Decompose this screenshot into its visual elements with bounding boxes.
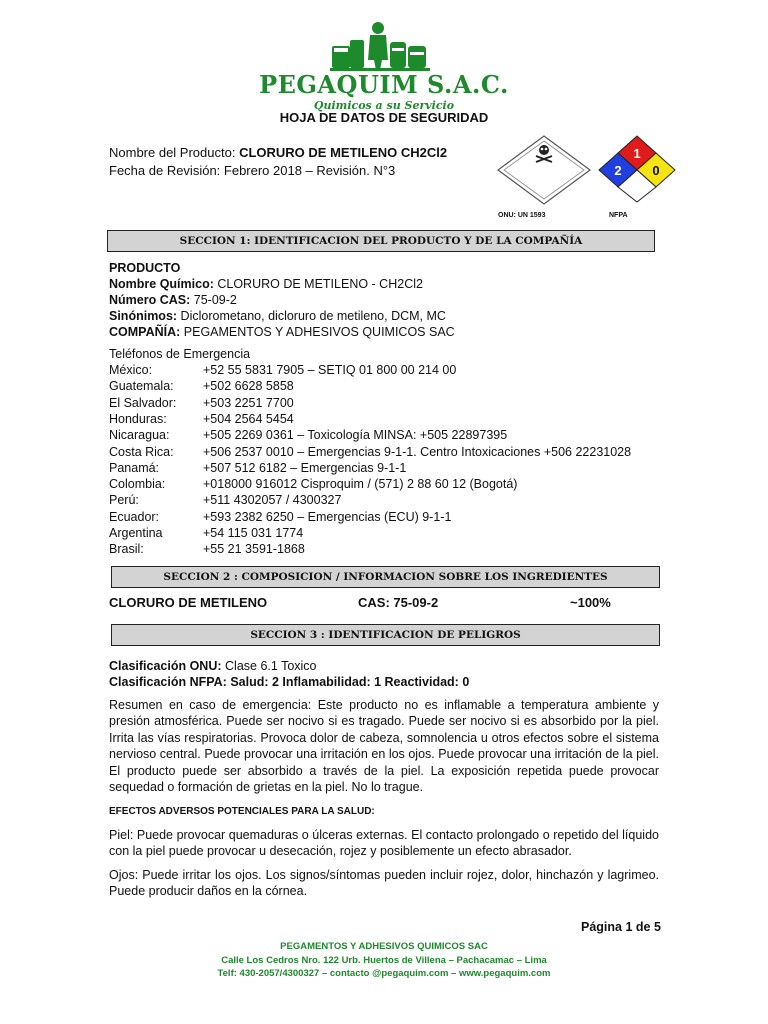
cas-label: Número CAS: bbox=[109, 293, 191, 307]
phone-number: +505 2269 0361 – Toxicología MINSA: +505 22897395 bbox=[203, 428, 508, 443]
company-line bbox=[109, 324, 455, 340]
adverse-effects-heading: EFECTOS ADVERSOS POTENCIALES PARA LA SALUD: bbox=[109, 806, 375, 817]
phone-number: +52 55 5831 7905 – SETIQ 01 800 00 214 00 bbox=[203, 363, 457, 377]
phones-heading: Teléfonos de Emergencia bbox=[109, 347, 251, 361]
onu-class-value: Clase 6.1 Toxico bbox=[225, 659, 317, 673]
footer-contact: Telf: 430-2057/4300327 – contacto @pegaquim.com – www.pegaquim.com bbox=[217, 968, 551, 979]
phone-number: +504 2564 5454 bbox=[203, 411, 294, 426]
ingredient-percent: ~100% bbox=[570, 595, 611, 610]
emergency-summary: Resumen en caso de emergencia: Este producto no es inflamable a temperatura ambiente y presión atmosférica. Puede ser nocivo si es tragado. Puede ser nocivo si es absorbido por la piel. Irrita las vías respiratorias. Provoca dolor de cabeza, somnolencia u otros efectos sobre el sistema nervioso central. Puede provocar una irritación en los ojos. Puede provocar una irritación de la piel. El producto puede ser absorbido a través de la piel. La exposición repetida puede provocar sequedad o formación de grietas en la piel. No lo trague. bbox=[109, 698, 659, 795]
phone-number: +503 2251 7700 bbox=[203, 395, 294, 410]
phone-row bbox=[109, 509, 669, 525]
phone-number: +593 2382 6250 – Emergencias (ECU) 9-1-1 bbox=[203, 509, 452, 524]
section-3-header: SECCION 3 : IDENTIFICACION DE PELIGROS bbox=[111, 624, 660, 646]
synonyms-value: Diclorometano, dicloruro de metileno, DCM, MC bbox=[180, 309, 446, 323]
phone-country: México: bbox=[109, 363, 153, 377]
phone-row bbox=[109, 362, 669, 378]
company-name: PEGAQUIM S.A.C. bbox=[259, 70, 509, 99]
company-logo-icon bbox=[330, 20, 430, 72]
phone-number: +502 6628 5858 bbox=[203, 379, 294, 394]
eye-effects: Ojos: Puede irritar los ojos. Los signos/síntomas pueden incluir rojez, dolor, hinchazón y lagrimeo. Puede producir daños en la córnea. bbox=[109, 868, 659, 899]
footer-company: PEGAMENTOS Y ADHESIVOS QUIMICOS SAC bbox=[280, 941, 488, 952]
nfpa-classification: Clasificación NFPA: Salud: 2 Inflamabilidad: 1 Reactividad: 0 bbox=[109, 675, 470, 689]
phone-number: +55 21 3591-1868 bbox=[203, 542, 305, 557]
phone-number: +507 512 6182 – Emergencias 9-1-1 bbox=[203, 460, 407, 475]
phone-country: Argentina bbox=[109, 526, 163, 540]
nfpa-health-value: 2 bbox=[614, 163, 622, 178]
phone-country: Ecuador: bbox=[109, 509, 160, 524]
footer-address: Calle Los Cedros Nro. 122 Urb. Huertos de Villena – Pachacamac – Lima bbox=[221, 955, 547, 966]
phone-number: +018000 916012 Cisproquim / (571) 2 88 60 12 (Bogotá) bbox=[203, 477, 518, 492]
nfpa-flammability-value: 1 bbox=[633, 146, 641, 161]
phone-row bbox=[109, 395, 669, 411]
synonyms-label: Sinónimos: bbox=[109, 309, 178, 323]
phone-row bbox=[109, 492, 669, 508]
phone-row bbox=[109, 444, 669, 460]
synonyms-line bbox=[109, 308, 446, 324]
phone-country: Guatemala: bbox=[109, 379, 174, 394]
chemical-name-value: CLORURO DE METILENO - CH2Cl2 bbox=[217, 277, 423, 291]
phone-row bbox=[109, 378, 669, 394]
chemical-name-line bbox=[109, 276, 423, 292]
page-number: Página 1 de 5 bbox=[581, 920, 661, 934]
document-title: HOJA DE DATOS DE SEGURIDAD bbox=[279, 110, 489, 125]
phone-number: +506 2537 0010 – Emergencias 9-1-1. Centro Intoxicaciones +506 22231028 bbox=[203, 444, 632, 459]
phone-country: Colombia: bbox=[109, 477, 166, 492]
onu-caption: ONU: UN 1593 bbox=[498, 212, 546, 219]
product-name-value: CLORURO DE METILENO CH2Cl2 bbox=[239, 145, 448, 160]
phone-number: +54 115 031 1774 bbox=[203, 526, 304, 540]
onu-class-label: Clasificación ONU: bbox=[109, 659, 222, 673]
revision-date: Fecha de Revisión: Febrero 2018 – Revisión. N°3 bbox=[109, 163, 396, 178]
toxic-diamond-icon bbox=[496, 134, 592, 206]
chemical-name-label: Nombre Químico: bbox=[109, 277, 214, 291]
phone-country: Perú: bbox=[109, 493, 139, 508]
phone-country: Honduras: bbox=[109, 411, 167, 426]
phone-country: Brasil: bbox=[109, 542, 144, 557]
producto-heading: PRODUCTO bbox=[109, 261, 181, 275]
product-name-label: Nombre del Producto: bbox=[109, 145, 236, 160]
ingredient-cas: CAS: 75-09-2 bbox=[358, 595, 439, 610]
phone-country: El Salvador: bbox=[109, 395, 177, 410]
phone-country: Costa Rica: bbox=[109, 444, 174, 459]
nfpa-diamond-icon bbox=[597, 134, 677, 204]
section-2-header: SECCION 2 : COMPOSICION / INFORMACION SOBRE LOS INGREDIENTES bbox=[111, 566, 660, 588]
company-value: PEGAMENTOS Y ADHESIVOS QUIMICOS SAC bbox=[183, 325, 455, 339]
cas-line bbox=[109, 292, 237, 308]
nfpa-caption: NFPA bbox=[609, 212, 628, 219]
product-name-line bbox=[109, 145, 447, 160]
phone-row bbox=[109, 411, 669, 427]
section-1-header: SECCION 1: IDENTIFICACION DEL PRODUCTO Y DE LA COMPAÑÍA bbox=[107, 230, 655, 252]
company-tagline: Quimicos a su Servicio bbox=[313, 99, 455, 112]
phone-country: Nicaragua: bbox=[109, 428, 170, 443]
cas-value: 75-09-2 bbox=[193, 293, 237, 307]
phone-number: +511 4302057 / 4300327 bbox=[203, 493, 342, 508]
phone-row bbox=[109, 541, 669, 557]
phone-row bbox=[109, 476, 669, 492]
skin-effects: Piel: Puede provocar quemaduras o úlceras externas. El contacto prolongado o repetido del líquido con la piel puede provocar u desecación, rojez y posiblemente un efecto abrasador. bbox=[109, 828, 659, 859]
onu-classification bbox=[109, 658, 317, 674]
phone-country: Panamá: bbox=[109, 460, 160, 475]
nfpa-reactivity-value: 0 bbox=[652, 163, 660, 178]
phone-row bbox=[109, 460, 669, 476]
phone-row bbox=[109, 427, 669, 443]
phone-row bbox=[109, 525, 669, 541]
company-label: COMPAÑÍA: bbox=[109, 325, 181, 339]
ingredient-name: CLORURO DE METILENO bbox=[109, 595, 268, 610]
